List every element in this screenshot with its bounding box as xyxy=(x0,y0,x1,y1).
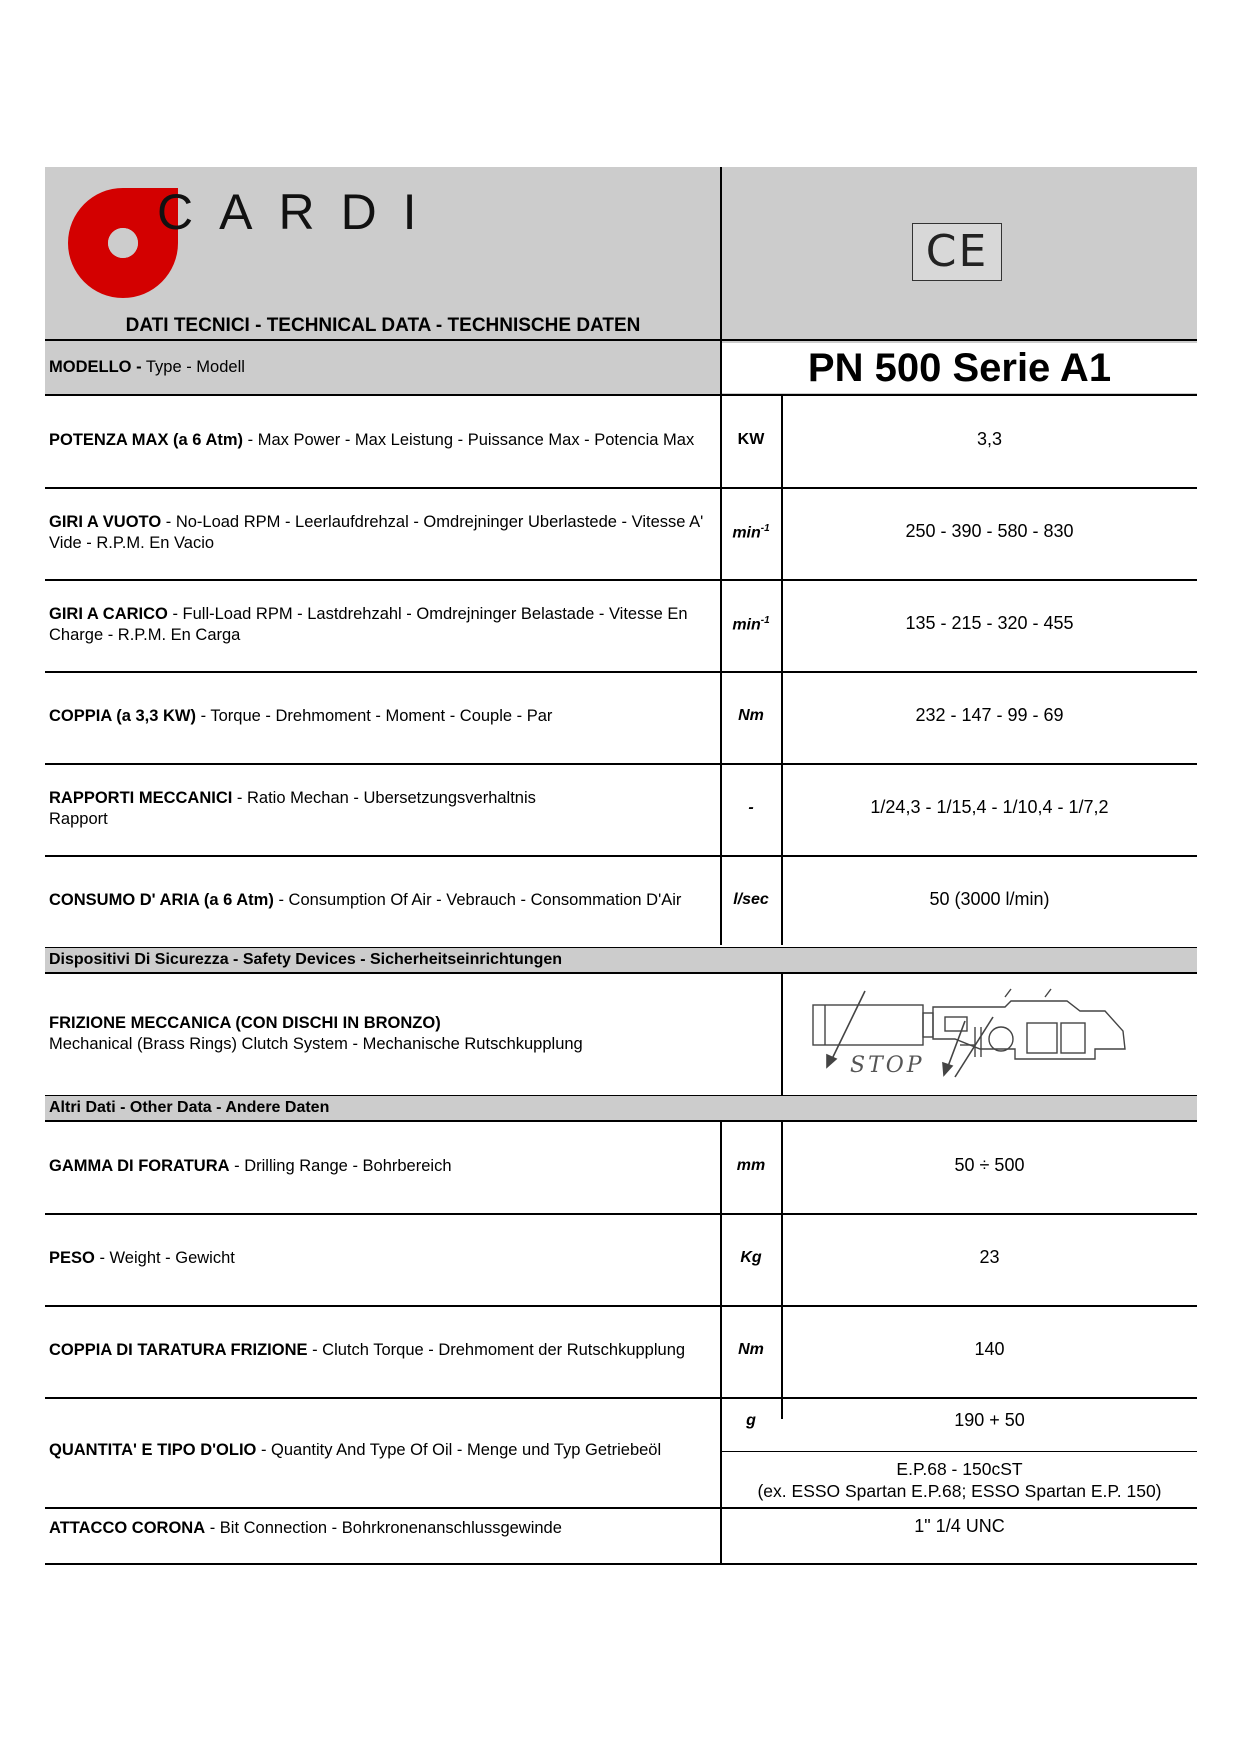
model-label: MODELLO - Type - Modell xyxy=(49,358,245,376)
spec-unit-torque: Nm xyxy=(738,707,764,724)
clutch-diagram xyxy=(805,987,1185,1082)
spec-unit-air: l/sec xyxy=(733,891,769,908)
oil-divider xyxy=(721,1451,1197,1452)
spec-unit-fullload-rpm: $\min^{-1}$ xyxy=(732,615,770,634)
spec-value-noload-rpm: 250 - 390 - 580 - 830 xyxy=(905,521,1074,541)
safety-clutch-label: FRIZIONE MECCANICA (CON DISCHI IN BRONZO) Mechanical (Brass Rings) Clutch System - Mechanische Rutschkupplung xyxy=(49,1014,583,1053)
weight-value: 23 xyxy=(979,1247,1000,1267)
col-divider xyxy=(781,394,783,945)
clutch-torque-value: 140 xyxy=(974,1339,1005,1359)
weight-label: PESO - Weight - Gewicht xyxy=(49,1249,235,1267)
spec-value-fullload-rpm: 135 - 215 - 320 - 455 xyxy=(905,613,1074,633)
rule xyxy=(45,394,1197,396)
rule xyxy=(45,1305,1197,1307)
ce-mark: CE xyxy=(925,226,989,277)
spec-label-air: CONSUMO D' ARIA (a 6 Atm) - Consumption Of Air - Vebrauch - Consommation D'Air xyxy=(49,891,682,909)
model-name: PN 500 Serie A1 xyxy=(722,343,1197,393)
oil-value: 190 + 50 xyxy=(954,1410,1025,1430)
oil-type: E.P.68 - 150cST (ex. ESSO Spartan E.P.68; ESSO Spartan E.P. 150) xyxy=(757,1459,1162,1501)
rule xyxy=(45,487,1197,489)
clutch-torque-label: COPPIA DI TARATURA FRIZIONE - Clutch Torque - Drehmoment der Rutschkupplung xyxy=(49,1341,686,1359)
oil-label: QUANTITA' E TIPO D'OLIO - Quantity And Type Of Oil - Menge und Typ Getriebeöl xyxy=(49,1441,662,1459)
spec-value-ratio: 1/24,3 - 1/15,4 - 1/10,4 - 1/7,2 xyxy=(870,797,1109,817)
clutch-diagram-stop: STOP xyxy=(850,1053,925,1078)
rule xyxy=(45,855,1197,857)
bit-connection-value: 1" 1/4 UNC xyxy=(914,1516,1005,1536)
spec-unit-noload-rpm: $\min^{-1}$ xyxy=(732,523,770,542)
drilling-range-value: 50 ÷ 500 xyxy=(954,1155,1025,1175)
rule xyxy=(45,339,1197,341)
spec-unit-ratio: - xyxy=(748,799,754,816)
rule xyxy=(45,1397,1197,1399)
rule xyxy=(45,1120,1197,1122)
spec-label-torque: COPPIA (a 3,3 KW) - Torque - Drehmoment - Moment - Couple - Par xyxy=(49,707,553,725)
col-divider xyxy=(720,394,722,945)
spec-label-power: POTENZA MAX (a 6 Atm) - Max Power - Max Leistung - Puissance Max - Potencia Max xyxy=(49,431,695,449)
safety-section-header: Dispositivi Di Sicurezza - Safety Devices - Sicherheitseinrichtungen xyxy=(45,948,1197,972)
spec-value-air: 50 (3000 l/min) xyxy=(929,889,1050,909)
rule xyxy=(45,1563,1197,1565)
rule xyxy=(45,579,1197,581)
drilling-range-unit: mm xyxy=(736,1157,766,1174)
spec-label-ratio: RAPPORTI MECCANICI - Ratio Mechan - Ubersetzungsverhaltnis Rapport xyxy=(49,789,536,828)
rule xyxy=(45,671,1197,673)
col-divider xyxy=(781,973,783,1095)
clutch-torque-unit: Nm xyxy=(738,1341,764,1358)
col-divider xyxy=(720,1507,722,1564)
spec-label-noload-rpm: GIRI A VUOTO - No-Load RPM - Leerlaufdrehzal - Omdrejninger Uberlastede - Vitesse A' Vide - R.P.M. En Vacio xyxy=(49,513,704,552)
header-title: DATI TECNICI - TECHNICAL DATA - TECHNISCHE DATEN xyxy=(125,315,641,336)
rule xyxy=(45,1213,1197,1215)
brand-name: CARDI xyxy=(157,184,443,240)
weight-unit: Kg xyxy=(740,1249,762,1266)
spec-value-power: 3,3 xyxy=(976,429,1003,449)
spec-unit-power: KW xyxy=(737,431,765,448)
other-section-header: Altri Dati - Other Data - Andere Daten xyxy=(45,1096,1197,1120)
oil-unit: g xyxy=(746,1412,756,1429)
rule xyxy=(45,763,1197,765)
rule xyxy=(45,972,1197,974)
spec-label-fullload-rpm: GIRI A CARICO - Full-Load RPM - Lastdrehzahl - Omdrejninger Belastade - Vitesse En Charge - R.P.M. En Carga xyxy=(49,605,688,644)
rule xyxy=(45,1507,1197,1509)
ce-mark-box xyxy=(912,223,1002,281)
spec-value-torque: 232 - 147 - 99 - 69 xyxy=(915,705,1064,725)
bit-connection-label: ATTACCO CORONA - Bit Connection - Bohrkronenanschlussgewinde xyxy=(49,1519,562,1537)
drilling-range-label: GAMMA DI FORATURA - Drilling Range - Bohrbereich xyxy=(49,1157,452,1175)
